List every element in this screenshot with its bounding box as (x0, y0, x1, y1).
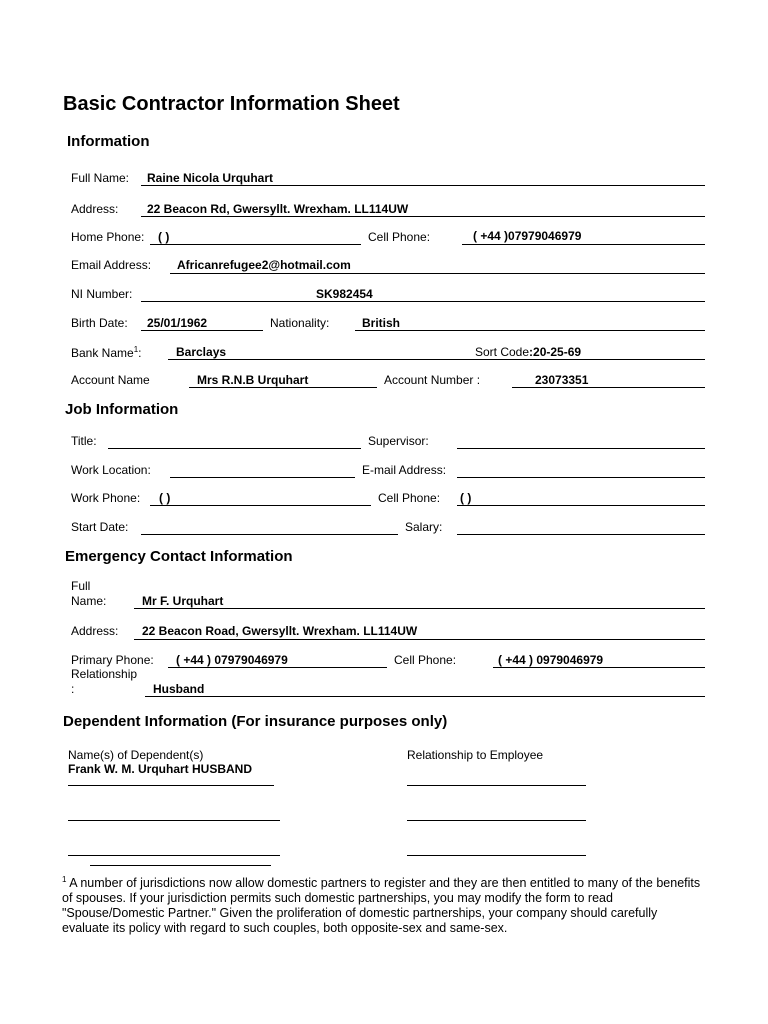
emergency-cell-phone-line (493, 667, 705, 668)
dependent-names-header: Name(s) of Dependent(s) (68, 748, 204, 762)
primary-phone-value[interactable]: ( +44 ) 07979046979 (176, 653, 288, 667)
birth-date-value[interactable]: 25/01/1962 (147, 316, 208, 330)
full-name-value[interactable]: Raine Nicola Urquhart (147, 171, 274, 185)
supervisor-field[interactable] (457, 448, 705, 449)
footnote (62, 872, 702, 936)
footnote-number: 1 (62, 875, 67, 884)
account-name-value[interactable]: Mrs R.N.B Urquhart (197, 373, 309, 387)
cell-phone-value[interactable]: ( +44 )07979046979 (473, 229, 582, 243)
address-label: Address: (71, 202, 119, 216)
email-value[interactable]: Africanrefugee2@hotmail.com (177, 258, 351, 272)
work-location-field[interactable] (170, 477, 355, 478)
home-phone-value[interactable]: ( ) (158, 230, 170, 244)
dependent-name-line-1[interactable] (68, 785, 274, 786)
ni-number-line (141, 301, 705, 302)
address-line (141, 216, 705, 217)
bank-name-label: Bank Name$^1$: (71, 345, 142, 360)
dependent-relationship-line-1[interactable] (407, 785, 586, 786)
work-location-label: Work Location: (71, 463, 151, 477)
section-heading-emergency: Emergency Contact Information (65, 548, 293, 565)
relationship-value[interactable]: Husband (153, 682, 205, 696)
home-phone-label: Home Phone: (71, 230, 145, 244)
nationality-label: Nationality: (270, 316, 330, 330)
emergency-full-label-2: Name: (71, 594, 107, 608)
nationality-line (355, 330, 705, 331)
primary-phone-line (168, 667, 387, 668)
dependent-relationship-line-3[interactable] (407, 855, 586, 856)
dependent-entry[interactable]: Frank W. M. Urquhart HUSBAND (68, 762, 253, 776)
home-phone-line (150, 244, 361, 245)
emergency-address-label: Address: (71, 624, 119, 638)
primary-phone-label: Primary Phone: (71, 653, 154, 667)
ni-number-label: NI Number: (71, 287, 133, 301)
footnote-separator (90, 865, 271, 866)
footnote-marker: 1 (133, 345, 139, 354)
emergency-full-name-line (134, 608, 705, 609)
work-phone-line (150, 505, 371, 506)
emergency-cell-phone-value[interactable]: ( +44 ) 0979046979 (498, 653, 604, 667)
job-email-label: E-mail Address: (362, 463, 447, 477)
emergency-address-line (134, 639, 705, 640)
emergency-full-label-1: Full (71, 579, 91, 593)
job-title-label: Title: (71, 434, 97, 448)
account-number-line (512, 387, 705, 388)
full-name-line (141, 185, 705, 186)
ni-number-value[interactable]: SK982454 (316, 287, 373, 301)
section-heading-dependent: Dependent Information (For insurance purposes only) (63, 713, 448, 730)
dependent-name-line-2[interactable] (68, 820, 280, 821)
emergency-address-value[interactable]: 22 Beacon Road, Gwersyllt. Wrexham. LL114UW (142, 624, 418, 638)
full-name-label: Full Name: (71, 171, 130, 185)
emergency-cell-phone-label: Cell Phone: (394, 653, 457, 667)
dependent-name-line-3[interactable] (68, 855, 280, 856)
relationship-line (145, 696, 705, 697)
sort-code-label: Sort Code:20-25-69 (475, 345, 582, 359)
cell-phone-label: Cell Phone: (368, 230, 431, 244)
section-heading-information: Information (67, 133, 150, 150)
work-phone-label: Work Phone: (71, 491, 141, 505)
dependent-relationship-header: Relationship to Employee (407, 748, 544, 762)
account-number-value[interactable]: 23073351 (535, 373, 589, 387)
cell-phone-line (462, 244, 705, 245)
relationship-label-1: Relationship (71, 667, 138, 681)
account-name-line (189, 387, 377, 388)
start-date-label: Start Date: (71, 520, 129, 534)
job-email-field[interactable] (457, 477, 705, 478)
start-date-field[interactable] (141, 534, 398, 535)
supervisor-label: Supervisor: (368, 434, 429, 448)
job-title-field[interactable] (108, 448, 361, 449)
dependent-relationship-line-2[interactable] (407, 820, 586, 821)
birth-date-label: Birth Date: (71, 316, 128, 330)
salary-field[interactable] (457, 534, 705, 535)
emergency-full-name-value[interactable]: Mr F. Urquhart (142, 594, 224, 608)
section-heading-job: Job Information (65, 401, 179, 418)
work-phone-value[interactable]: ( ) (159, 491, 171, 505)
bank-name-line (168, 359, 705, 360)
job-cell-phone-value[interactable]: ( ) (460, 491, 472, 505)
relationship-label-2: : (71, 682, 75, 696)
job-cell-phone-label: Cell Phone: (378, 491, 441, 505)
sort-code-value[interactable]: :20-25-69 (529, 345, 582, 359)
nationality-value[interactable]: British (362, 316, 401, 330)
salary-label: Salary: (405, 520, 443, 534)
page-title: Basic Contractor Information Sheet (63, 93, 400, 115)
account-name-label: Account Name (71, 373, 150, 387)
footnote-text: A number of jurisdictions now allow domestic partners to register and they are then entitled to many of the benefits of spouses. If your jurisdiction permits such domestic partnerships, you may modify the form to read "Spouse/Domestic Partner." Given the proliferation of domestic partnerships, your company should carefully evaluate its policy with regard to such couples, both opposite-sex and same-sex. (62, 876, 701, 936)
bank-name-value[interactable]: Barclays (176, 345, 227, 359)
email-label: Email Address: (71, 258, 152, 272)
email-line (170, 273, 705, 274)
job-cell-phone-line (457, 505, 705, 506)
address-value[interactable]: 22 Beacon Rd, Gwersyllt. Wrexham. LL114UW (147, 202, 409, 216)
account-number-label: Account Number : (384, 373, 481, 387)
birth-date-line (141, 330, 263, 331)
